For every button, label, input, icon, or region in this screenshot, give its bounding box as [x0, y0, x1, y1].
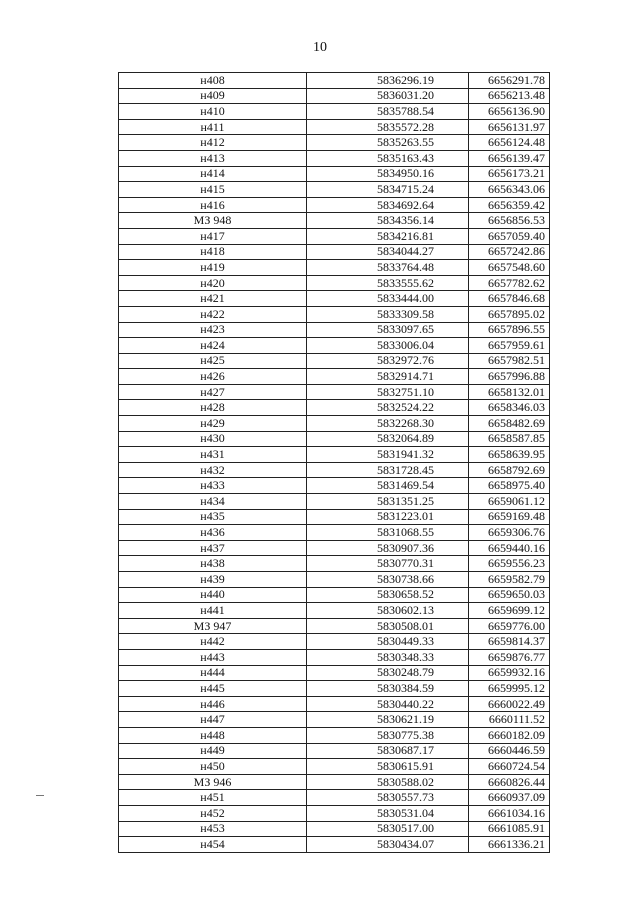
y-coordinate-cell: 6659169.48: [469, 509, 550, 525]
point-name-cell: н412: [119, 135, 307, 151]
x-coordinate-cell: 5833444.00: [307, 291, 469, 307]
x-coordinate-cell: 5835788.54: [307, 104, 469, 120]
y-coordinate-cell: 6657896.55: [469, 322, 550, 338]
table-row: [119, 727, 550, 743]
point-name-cell: н415: [119, 182, 307, 198]
table-row: [119, 260, 550, 276]
y-coordinate-cell: 6659995.12: [469, 681, 550, 697]
coordinates-table-body: [119, 73, 550, 853]
y-coordinate-cell: 6657959.61: [469, 338, 550, 354]
margin-mark: [36, 795, 44, 796]
table-row: [119, 150, 550, 166]
x-coordinate-cell: 5830615.91: [307, 759, 469, 775]
point-name-cell: н444: [119, 665, 307, 681]
y-coordinate-cell: 6659932.16: [469, 665, 550, 681]
y-coordinate-cell: 6661336.21: [469, 837, 550, 853]
y-coordinate-cell: 6659582.79: [469, 572, 550, 588]
y-coordinate-cell: 6659061.12: [469, 494, 550, 510]
x-coordinate-cell: 5834216.81: [307, 228, 469, 244]
x-coordinate-cell: 5830508.01: [307, 618, 469, 634]
y-coordinate-cell: 6658792.69: [469, 462, 550, 478]
y-coordinate-cell: 6658587.85: [469, 431, 550, 447]
table-row: [119, 431, 550, 447]
table-row: [119, 478, 550, 494]
x-coordinate-cell: 5832972.76: [307, 353, 469, 369]
y-coordinate-cell: 6660182.09: [469, 727, 550, 743]
table-row: [119, 540, 550, 556]
table-row: [119, 494, 550, 510]
point-name-cell: МЗ 946: [119, 774, 307, 790]
table-row: [119, 743, 550, 759]
x-coordinate-cell: 5836296.19: [307, 73, 469, 89]
x-coordinate-cell: 5831728.45: [307, 462, 469, 478]
point-name-cell: н439: [119, 572, 307, 588]
point-name-cell: н413: [119, 150, 307, 166]
point-name-cell: н437: [119, 540, 307, 556]
table-row: [119, 790, 550, 806]
x-coordinate-cell: 5834044.27: [307, 244, 469, 260]
x-coordinate-cell: 5834692.64: [307, 197, 469, 213]
table-row: [119, 618, 550, 634]
x-coordinate-cell: 5833097.65: [307, 322, 469, 338]
y-coordinate-cell: 6658346.03: [469, 400, 550, 416]
y-coordinate-cell: 6659699.12: [469, 603, 550, 619]
y-coordinate-cell: 6661085.91: [469, 821, 550, 837]
table-row: [119, 135, 550, 151]
table-row: [119, 509, 550, 525]
table-row: [119, 275, 550, 291]
x-coordinate-cell: 5832268.30: [307, 416, 469, 432]
table-row: [119, 197, 550, 213]
x-coordinate-cell: 5830449.33: [307, 634, 469, 650]
point-name-cell: н408: [119, 73, 307, 89]
y-coordinate-cell: 6656173.21: [469, 166, 550, 182]
point-name-cell: н447: [119, 712, 307, 728]
table-row: [119, 572, 550, 588]
table-row: [119, 634, 550, 650]
y-coordinate-cell: 6656359.42: [469, 197, 550, 213]
x-coordinate-cell: 5830770.31: [307, 556, 469, 572]
x-coordinate-cell: 5830687.17: [307, 743, 469, 759]
table-row: [119, 322, 550, 338]
x-coordinate-cell: 5831351.25: [307, 494, 469, 510]
x-coordinate-cell: 5833764.48: [307, 260, 469, 276]
table-row: [119, 696, 550, 712]
x-coordinate-cell: 5835163.43: [307, 150, 469, 166]
table-row: [119, 306, 550, 322]
coordinates-table: [118, 72, 550, 853]
table-row: [119, 837, 550, 853]
page-number: 10: [313, 40, 327, 55]
x-coordinate-cell: 5832914.71: [307, 369, 469, 385]
table-row: [119, 603, 550, 619]
table-row: [119, 369, 550, 385]
point-name-cell: н450: [119, 759, 307, 775]
point-name-cell: н433: [119, 478, 307, 494]
point-name-cell: н425: [119, 353, 307, 369]
x-coordinate-cell: 5835572.28: [307, 119, 469, 135]
y-coordinate-cell: 6658482.69: [469, 416, 550, 432]
x-coordinate-cell: 5835263.55: [307, 135, 469, 151]
table-row: [119, 681, 550, 697]
table-row: [119, 338, 550, 354]
point-name-cell: н424: [119, 338, 307, 354]
y-coordinate-cell: 6660022.49: [469, 696, 550, 712]
table-row: [119, 665, 550, 681]
point-name-cell: н453: [119, 821, 307, 837]
y-coordinate-cell: 6660724.54: [469, 759, 550, 775]
table-row: [119, 649, 550, 665]
y-coordinate-cell: 6656213.48: [469, 88, 550, 104]
point-name-cell: н435: [119, 509, 307, 525]
table-row: [119, 805, 550, 821]
y-coordinate-cell: 6659440.16: [469, 540, 550, 556]
point-name-cell: н429: [119, 416, 307, 432]
table-row: [119, 73, 550, 89]
point-name-cell: н416: [119, 197, 307, 213]
y-coordinate-cell: 6658132.01: [469, 384, 550, 400]
x-coordinate-cell: 5833006.04: [307, 338, 469, 354]
x-coordinate-cell: 5830588.02: [307, 774, 469, 790]
x-coordinate-cell: 5831469.54: [307, 478, 469, 494]
point-name-cell: н446: [119, 696, 307, 712]
y-coordinate-cell: 6657996.88: [469, 369, 550, 385]
y-coordinate-cell: 6659650.03: [469, 587, 550, 603]
point-name-cell: н417: [119, 228, 307, 244]
y-coordinate-cell: 6656343.06: [469, 182, 550, 198]
table-row: [119, 291, 550, 307]
point-name-cell: МЗ 948: [119, 213, 307, 229]
x-coordinate-cell: 5830621.19: [307, 712, 469, 728]
point-name-cell: н420: [119, 275, 307, 291]
y-coordinate-cell: 6656131.97: [469, 119, 550, 135]
x-coordinate-cell: 5830775.38: [307, 727, 469, 743]
point-name-cell: н451: [119, 790, 307, 806]
x-coordinate-cell: 5833309.58: [307, 306, 469, 322]
table-row: [119, 119, 550, 135]
y-coordinate-cell: 6659876.77: [469, 649, 550, 665]
y-coordinate-cell: 6661034.16: [469, 805, 550, 821]
x-coordinate-cell: 5836031.20: [307, 88, 469, 104]
point-name-cell: н423: [119, 322, 307, 338]
y-coordinate-cell: 6659814.37: [469, 634, 550, 650]
y-coordinate-cell: 6656856.53: [469, 213, 550, 229]
point-name-cell: н410: [119, 104, 307, 120]
y-coordinate-cell: 6659776.00: [469, 618, 550, 634]
point-name-cell: н427: [119, 384, 307, 400]
table-row: [119, 587, 550, 603]
x-coordinate-cell: 5830384.59: [307, 681, 469, 697]
x-coordinate-cell: 5830531.04: [307, 805, 469, 821]
point-name-cell: н436: [119, 525, 307, 541]
y-coordinate-cell: 6656124.48: [469, 135, 550, 151]
y-coordinate-cell: 6657548.60: [469, 260, 550, 276]
x-coordinate-cell: 5831941.32: [307, 447, 469, 463]
point-name-cell: н418: [119, 244, 307, 260]
y-coordinate-cell: 6660111.52: [469, 712, 550, 728]
x-coordinate-cell: 5830557.73: [307, 790, 469, 806]
y-coordinate-cell: 6656136.90: [469, 104, 550, 120]
y-coordinate-cell: 6657982.51: [469, 353, 550, 369]
y-coordinate-cell: 6657846.68: [469, 291, 550, 307]
point-name-cell: н431: [119, 447, 307, 463]
point-name-cell: н438: [119, 556, 307, 572]
x-coordinate-cell: 5834715.24: [307, 182, 469, 198]
table-row: [119, 88, 550, 104]
point-name-cell: н449: [119, 743, 307, 759]
x-coordinate-cell: 5832524.22: [307, 400, 469, 416]
table-row: [119, 556, 550, 572]
y-coordinate-cell: 6660937.09: [469, 790, 550, 806]
point-name-cell: н440: [119, 587, 307, 603]
x-coordinate-cell: 5830440.22: [307, 696, 469, 712]
x-coordinate-cell: 5830738.66: [307, 572, 469, 588]
x-coordinate-cell: 5830248.79: [307, 665, 469, 681]
x-coordinate-cell: 5830348.33: [307, 649, 469, 665]
table-row: [119, 400, 550, 416]
point-name-cell: МЗ 947: [119, 618, 307, 634]
table-row: [119, 182, 550, 198]
x-coordinate-cell: 5834950.16: [307, 166, 469, 182]
point-name-cell: н448: [119, 727, 307, 743]
x-coordinate-cell: 5830658.52: [307, 587, 469, 603]
y-coordinate-cell: 6656291.78: [469, 73, 550, 89]
point-name-cell: н434: [119, 494, 307, 510]
y-coordinate-cell: 6657782.62: [469, 275, 550, 291]
table-row: [119, 759, 550, 775]
point-name-cell: н426: [119, 369, 307, 385]
point-name-cell: н409: [119, 88, 307, 104]
table-row: [119, 166, 550, 182]
y-coordinate-cell: 6659556.23: [469, 556, 550, 572]
x-coordinate-cell: 5833555.62: [307, 275, 469, 291]
table-row: [119, 712, 550, 728]
y-coordinate-cell: 6656139.47: [469, 150, 550, 166]
x-coordinate-cell: 5831223.01: [307, 509, 469, 525]
y-coordinate-cell: 6658975.40: [469, 478, 550, 494]
table-row: [119, 104, 550, 120]
x-coordinate-cell: 5830907.36: [307, 540, 469, 556]
x-coordinate-cell: 5830434.07: [307, 837, 469, 853]
y-coordinate-cell: 6660826.44: [469, 774, 550, 790]
point-name-cell: н421: [119, 291, 307, 307]
table-row: [119, 525, 550, 541]
table-row: [119, 462, 550, 478]
y-coordinate-cell: 6657059.40: [469, 228, 550, 244]
point-name-cell: н454: [119, 837, 307, 853]
point-name-cell: н432: [119, 462, 307, 478]
table-row: [119, 447, 550, 463]
point-name-cell: н428: [119, 400, 307, 416]
x-coordinate-cell: 5832751.10: [307, 384, 469, 400]
y-coordinate-cell: 6660446.59: [469, 743, 550, 759]
table-row: [119, 353, 550, 369]
point-name-cell: н419: [119, 260, 307, 276]
point-name-cell: н442: [119, 634, 307, 650]
point-name-cell: н414: [119, 166, 307, 182]
point-name-cell: н430: [119, 431, 307, 447]
x-coordinate-cell: 5832064.89: [307, 431, 469, 447]
point-name-cell: н422: [119, 306, 307, 322]
x-coordinate-cell: 5834356.14: [307, 213, 469, 229]
point-name-cell: н445: [119, 681, 307, 697]
x-coordinate-cell: 5831068.55: [307, 525, 469, 541]
x-coordinate-cell: 5830602.13: [307, 603, 469, 619]
y-coordinate-cell: 6659306.76: [469, 525, 550, 541]
table-row: [119, 416, 550, 432]
point-name-cell: н443: [119, 649, 307, 665]
table-row: [119, 213, 550, 229]
point-name-cell: н452: [119, 805, 307, 821]
y-coordinate-cell: 6658639.95: [469, 447, 550, 463]
y-coordinate-cell: 6657895.02: [469, 306, 550, 322]
point-name-cell: н441: [119, 603, 307, 619]
table-row: [119, 774, 550, 790]
x-coordinate-cell: 5830517.00: [307, 821, 469, 837]
point-name-cell: н411: [119, 119, 307, 135]
table-row: [119, 384, 550, 400]
table-row: [119, 228, 550, 244]
table-row: [119, 821, 550, 837]
table-row: [119, 244, 550, 260]
y-coordinate-cell: 6657242.86: [469, 244, 550, 260]
